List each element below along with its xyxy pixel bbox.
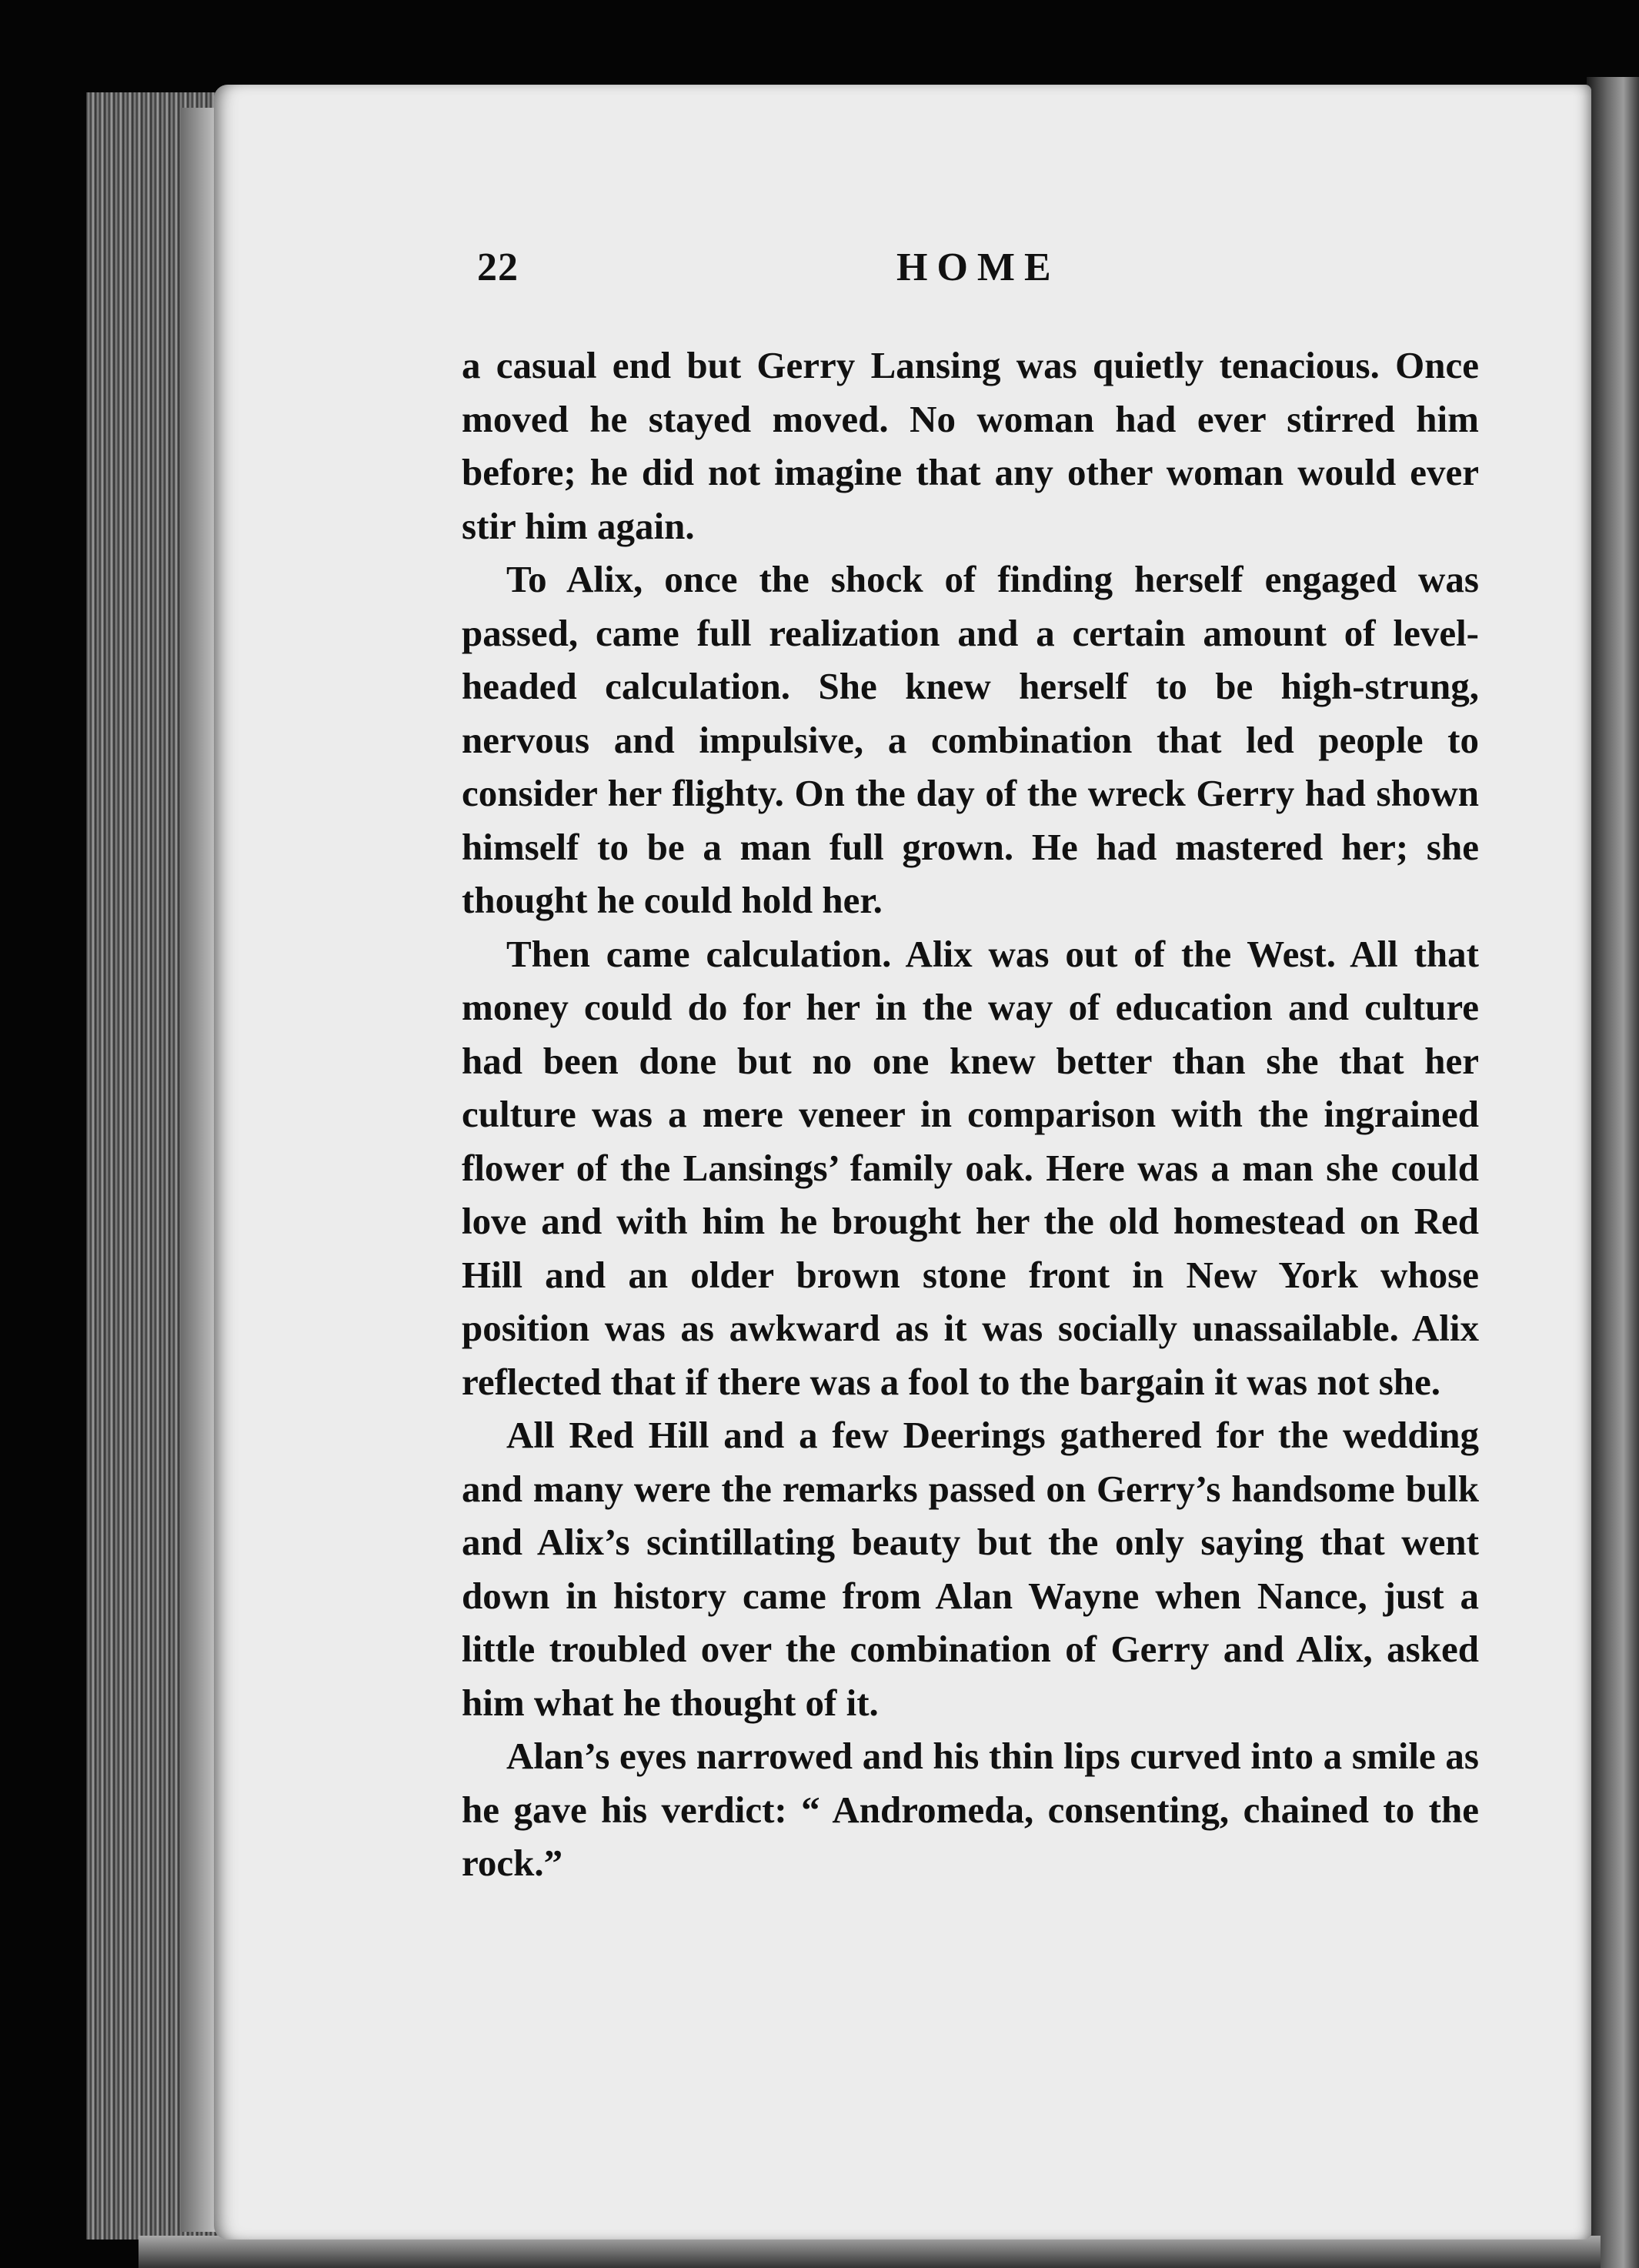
paragraph-4: All Red Hill and a few Deerings gathered for the wedding and many were the remarks passed on Gerry’s handsome bulk and Alix’s scintillating beauty but the only saying that went down in history came from Alan Wayne when Nance, just a little troubled over the combination of Gerry and Alix, asked him what he thought of it. [462, 1414, 1479, 1724]
paragraph-3: Then came calculation. Alix was out of the West. All that money could do for her in the way of education and culture had been done but no one knew better than she that her culture was a mere veneer in comparison with the ingrained flower of the Lansings’ family oak. Here was a man she could love and with him he brought her the old homestead on Red Hill and an older brown stone front in New York whose position was as awkward as it was socially unassailable. Alix reflected that if there was a fool to the bargain it was not she. [462, 932, 1479, 1403]
bottom-page-edge [139, 2236, 1601, 2268]
page-header [477, 245, 1493, 299]
page-number: 22 [477, 246, 519, 289]
paragraph-5: Alan’s eyes narrowed and his thin lips curved into a smile as he gave his verdict: “ Andromeda, consenting, chained to the rock.” [462, 1735, 1479, 1884]
body-text [462, 339, 1479, 1890]
paragraph-2: To Alix, once the shock of finding herself engaged was passed, came full realization and a certain amount of level-headed calculation. She knew herself to be high-strung, nervous and impulsive, a combination that led people to consider her flighty. On the day of the wreck Gerry had shown himself to be a man full grown. He had mastered her; she thought he could hold her. [462, 558, 1479, 921]
paragraph-1: a casual end but Gerry Lansing was quietly tenacious. Once moved he stayed moved. No woman had ever stirred him before; he did not imagine that any other woman would ever stir him again. [462, 344, 1479, 547]
right-page-edge [1587, 77, 1639, 2268]
running-head: HOME [896, 246, 1060, 289]
